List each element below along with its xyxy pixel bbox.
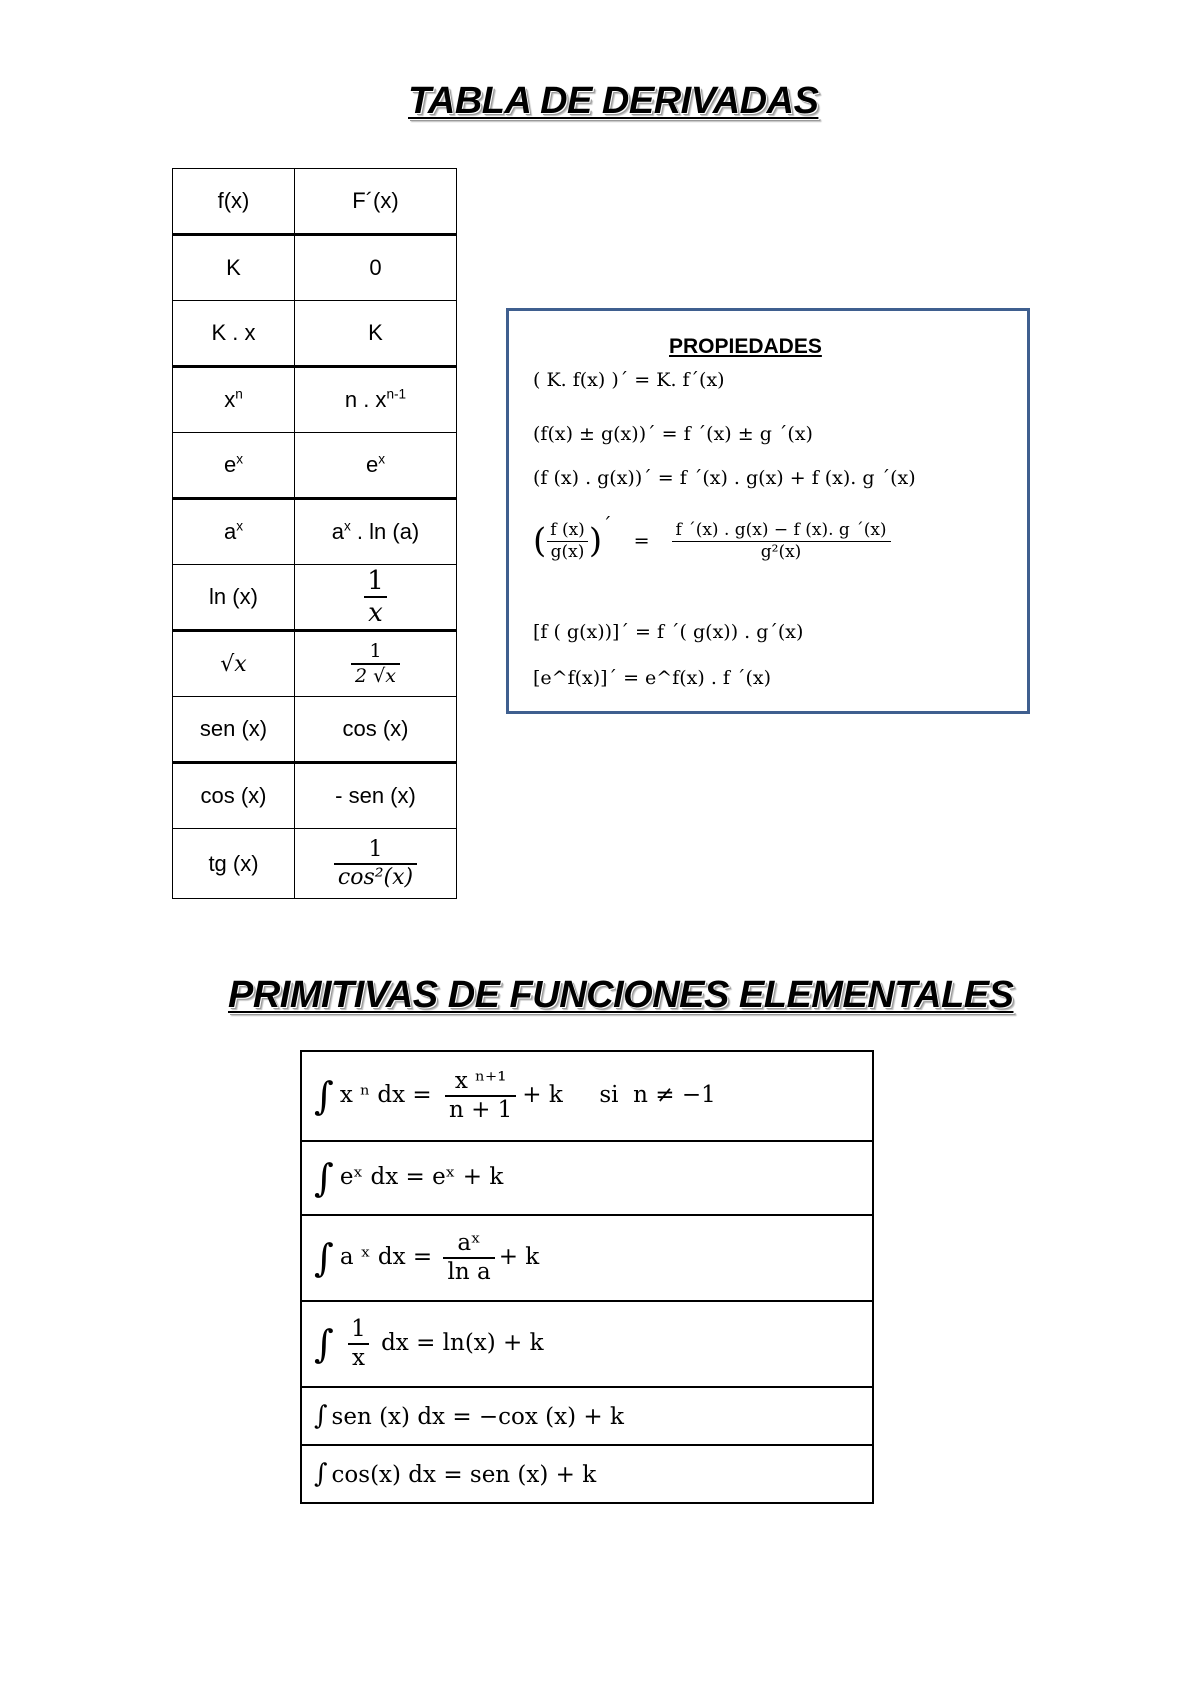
- df-tg: [295, 829, 457, 899]
- table-row: [301, 1301, 873, 1387]
- integral-sign: ∫: [314, 1401, 328, 1431]
- propiedades-box: [506, 308, 1030, 714]
- table-header-row: [173, 169, 457, 235]
- f-ax: $a^x$: [173, 499, 295, 565]
- df-cos: - sen (x): [295, 763, 457, 829]
- table-row: [173, 829, 457, 899]
- df-kx: K: [295, 301, 457, 367]
- prop-product: (f (x) . g(x))´ = f ´(x) . g(x) + f (x). g ´(x): [533, 467, 916, 489]
- table-row: [173, 301, 457, 367]
- fraction: $\frac{f (x)}{g(x)}$: [546, 522, 589, 561]
- df-sen: cos (x): [295, 697, 457, 763]
- integral-sign: ∫: [314, 1236, 334, 1280]
- fraction: $\frac{1}{\text{cos²(x)}}$: [334, 839, 417, 889]
- primitiva-inverse: ∫ $\frac{1}{x}$ dx = ln(x) + k: [301, 1301, 873, 1387]
- df-power: n . $x^{n-1}$: [295, 367, 457, 433]
- table-row: [173, 631, 457, 697]
- f-kx: K . x: [173, 301, 295, 367]
- f-exp: $e^x$: [173, 433, 295, 499]
- fraction: $\frac{\text{x ⁿ⁺¹}}{n + 1}$: [445, 1070, 516, 1122]
- integral-sign: ∫: [314, 1074, 334, 1118]
- primitiva-ax: ∫ a ˣ dx = $\frac{\text{aˣ}}{\text{ln a}}$ + k: [301, 1215, 873, 1301]
- f-sen: sen (x): [173, 697, 295, 763]
- f-power: $x^n$: [173, 367, 295, 433]
- integral-sign: ∫: [314, 1156, 334, 1200]
- f-ln: ln (x): [173, 565, 295, 631]
- fraction: $\frac{f ´(x) . g(x) - f (x). g ´(x)}{\text{g²(x)}}$: [672, 522, 891, 561]
- df-sqrt: [295, 631, 457, 697]
- primitiva-power: ∫ x ⁿ dx = $\frac{\text{x ⁿ⁺¹}}{n + 1}$ + k si n ≠ −1: [301, 1051, 873, 1141]
- table-row: [301, 1051, 873, 1141]
- f-cos: cos (x): [173, 763, 295, 829]
- f-constant: K: [173, 235, 295, 301]
- prop-chain: [f ( g(x))]´ = f ´( g(x)) . g´(x): [533, 621, 804, 643]
- df-exp: $e^x$: [295, 433, 457, 499]
- table-row: [301, 1387, 873, 1445]
- table-row: [173, 433, 457, 499]
- propiedades-title: PROPIEDADES: [669, 335, 822, 358]
- df-ln: [295, 565, 457, 631]
- primitiva-exp: ∫ eˣ dx = eˣ + k: [301, 1141, 873, 1215]
- table-row: [173, 697, 457, 763]
- table-row: [301, 1215, 873, 1301]
- header-dfx: F´(x): [295, 169, 457, 235]
- table-row: [173, 763, 457, 829]
- fraction: $\frac{\text{aˣ}}{\text{ln a}}$: [443, 1232, 494, 1284]
- table-row: [173, 367, 457, 433]
- table-row: [301, 1445, 873, 1503]
- fraction: $\frac{1}{x}$: [347, 1318, 370, 1370]
- fraction: $\frac{1}{x}$: [363, 568, 388, 626]
- primitiva-cos: ∫ cos(x) dx = sen (x) + k: [301, 1445, 873, 1503]
- prop-exp: [e^f(x)]´ = e^f(x) . f ´(x): [533, 667, 772, 689]
- integral-sign: ∫: [314, 1322, 334, 1366]
- df-ax: $a^x$ . ln (a): [295, 499, 457, 565]
- prop-sum: (f(x) ± g(x))´ = f ´(x) ± g ´(x): [533, 423, 813, 445]
- table-row: [173, 235, 457, 301]
- derivadas-table: [172, 168, 457, 899]
- table-row: [173, 565, 457, 631]
- primitivas-title: PRIMITIVAS DE FUNCIONES ELEMENTALES: [228, 974, 1014, 1016]
- primitiva-sen: ∫ sen (x) dx = −cox (x) + k: [301, 1387, 873, 1445]
- table-row: [173, 499, 457, 565]
- primitivas-table: [300, 1050, 874, 1504]
- df-constant: 0: [295, 235, 457, 301]
- derivadas-title: TABLA DE DERIVADAS: [408, 80, 819, 122]
- header-fx: f(x): [173, 169, 295, 235]
- f-sqrt: √x: [173, 631, 295, 697]
- f-tg: tg (x): [173, 829, 295, 899]
- integral-sign: ∫: [314, 1459, 328, 1489]
- prop-constant: ( K. f(x) )´ = K. f´(x): [533, 369, 725, 391]
- table-row: [301, 1141, 873, 1215]
- prop-quotient: ( $\frac{f (x)}{g(x)}$ ) ´ = $\frac{f ´(x) . g(x) - f (x). g ´(x)}{\text{g²(x)}}$: [533, 521, 891, 561]
- fraction: $\frac{1}{2 √x}$: [351, 642, 400, 686]
